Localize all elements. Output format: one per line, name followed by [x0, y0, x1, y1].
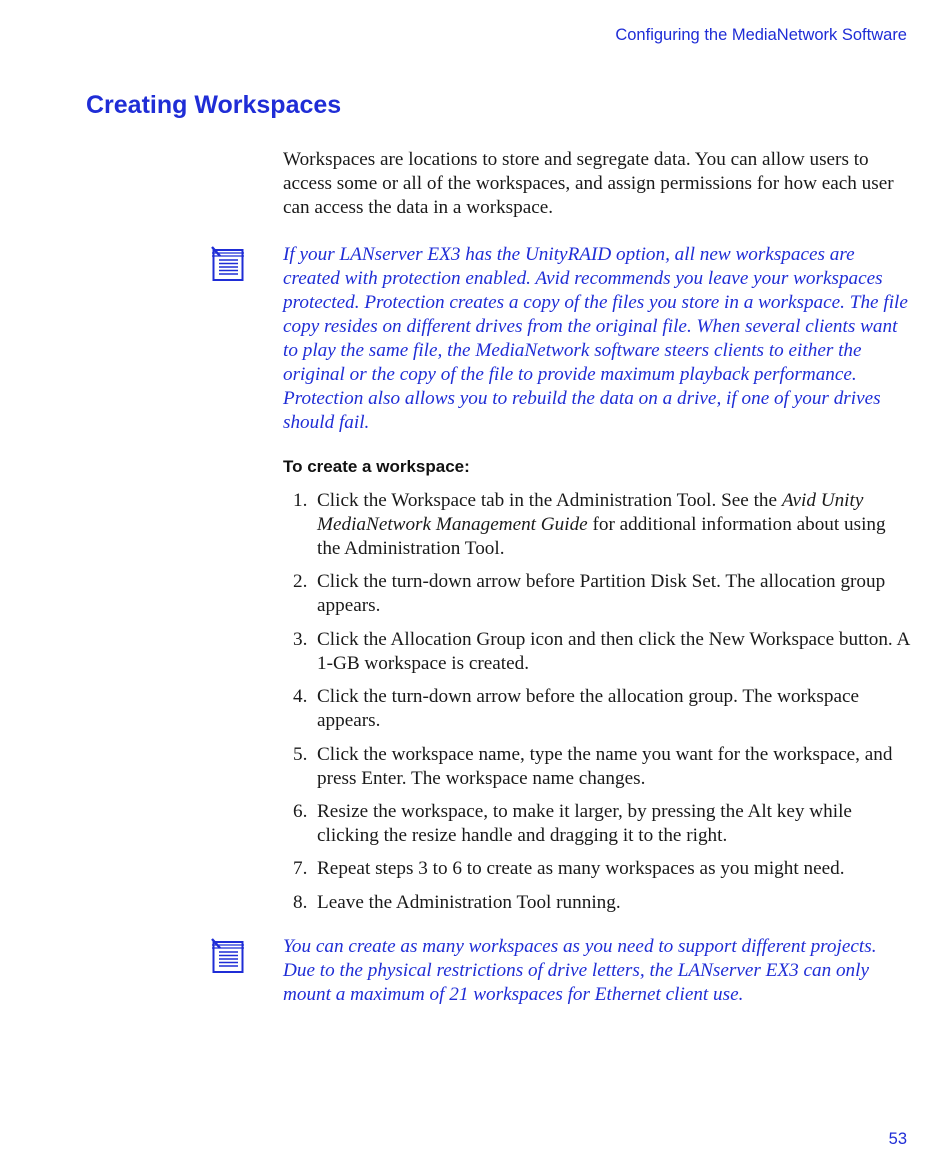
note-text: If your LANserver EX3 has the UnityRAID option, all new workspaces are created with protection enabled. Avid recommends you leave your workspaces protected. Protection creates a copy of the files you store in a workspace. The file copy resides on different drives from the original file. When several clients want to play the same file, the MediaNetwork software steers clients to either the original or the copy of the file to provide maximum playback performance. Protection also allows you to rebuild the data on a drive, if one of your drives should fail.	[283, 244, 908, 433]
procedure-steps	[283, 489, 910, 924]
note-icon	[211, 938, 245, 974]
running-header: Configuring the MediaNetwork Software	[615, 26, 907, 44]
guide-title: Avid Unity MediaNetwork Management Guide	[317, 490, 864, 535]
step-text: Leave the Administration Tool running.	[317, 891, 621, 913]
list-item	[283, 743, 910, 791]
list-item	[283, 685, 910, 733]
step-text: Click the turn-down arrow before Partition Disk Set. The allocation group appears.	[317, 571, 886, 617]
section-title: Creating Workspaces	[86, 91, 342, 119]
list-item	[283, 857, 910, 881]
step-text: Resize the workspace, to make it larger, by pressing the Alt key while clicking the resize handle and dragging it to the right.	[317, 800, 852, 846]
step-text: for additional information about using the Administration Tool.	[317, 514, 886, 559]
step-number: 7.	[293, 858, 308, 880]
intro-paragraph: Workspaces are locations to store and segregate data. You can allow users to access some or all of the workspaces, and assign permissions for how each user can access the data in a workspace.	[283, 149, 894, 218]
step-text: Click the Workspace tab in the Administration Tool. See the	[317, 490, 782, 511]
step-number: 8.	[293, 891, 308, 913]
list-item	[283, 800, 910, 848]
step-text: Repeat steps 3 to 6 to create as many workspaces as you might need.	[317, 858, 845, 880]
list-item	[283, 628, 910, 676]
step-text: Click the turn-down arrow before the allocation group. The workspace appears.	[317, 686, 860, 732]
note-text: You can create as many workspaces as you need to support different projects. Due to the physical restrictions of drive letters, the LANserver EX3 can only mount a maximum of 21 workspaces for Ethernet client use.	[283, 936, 877, 1005]
note-icon	[211, 246, 245, 282]
step-number: 2.	[293, 571, 308, 593]
list-item	[283, 891, 910, 915]
step-text: Click the Allocation Group icon and then click the New Workspace button. A 1-GB workspace is created.	[317, 628, 910, 674]
step-number: 6.	[293, 800, 308, 822]
step-number: 1.	[293, 490, 308, 511]
step-text: Click the workspace name, type the name you want for the workspace, and press Enter. The workspace name changes.	[317, 743, 893, 789]
list-item	[283, 489, 910, 561]
list-item	[283, 570, 910, 618]
step-number: 5.	[293, 743, 308, 765]
step-number: 4.	[293, 686, 308, 708]
step-number: 3.	[293, 628, 308, 650]
page-number: 53	[888, 1130, 907, 1148]
procedure-heading: To create a workspace:	[283, 457, 470, 476]
